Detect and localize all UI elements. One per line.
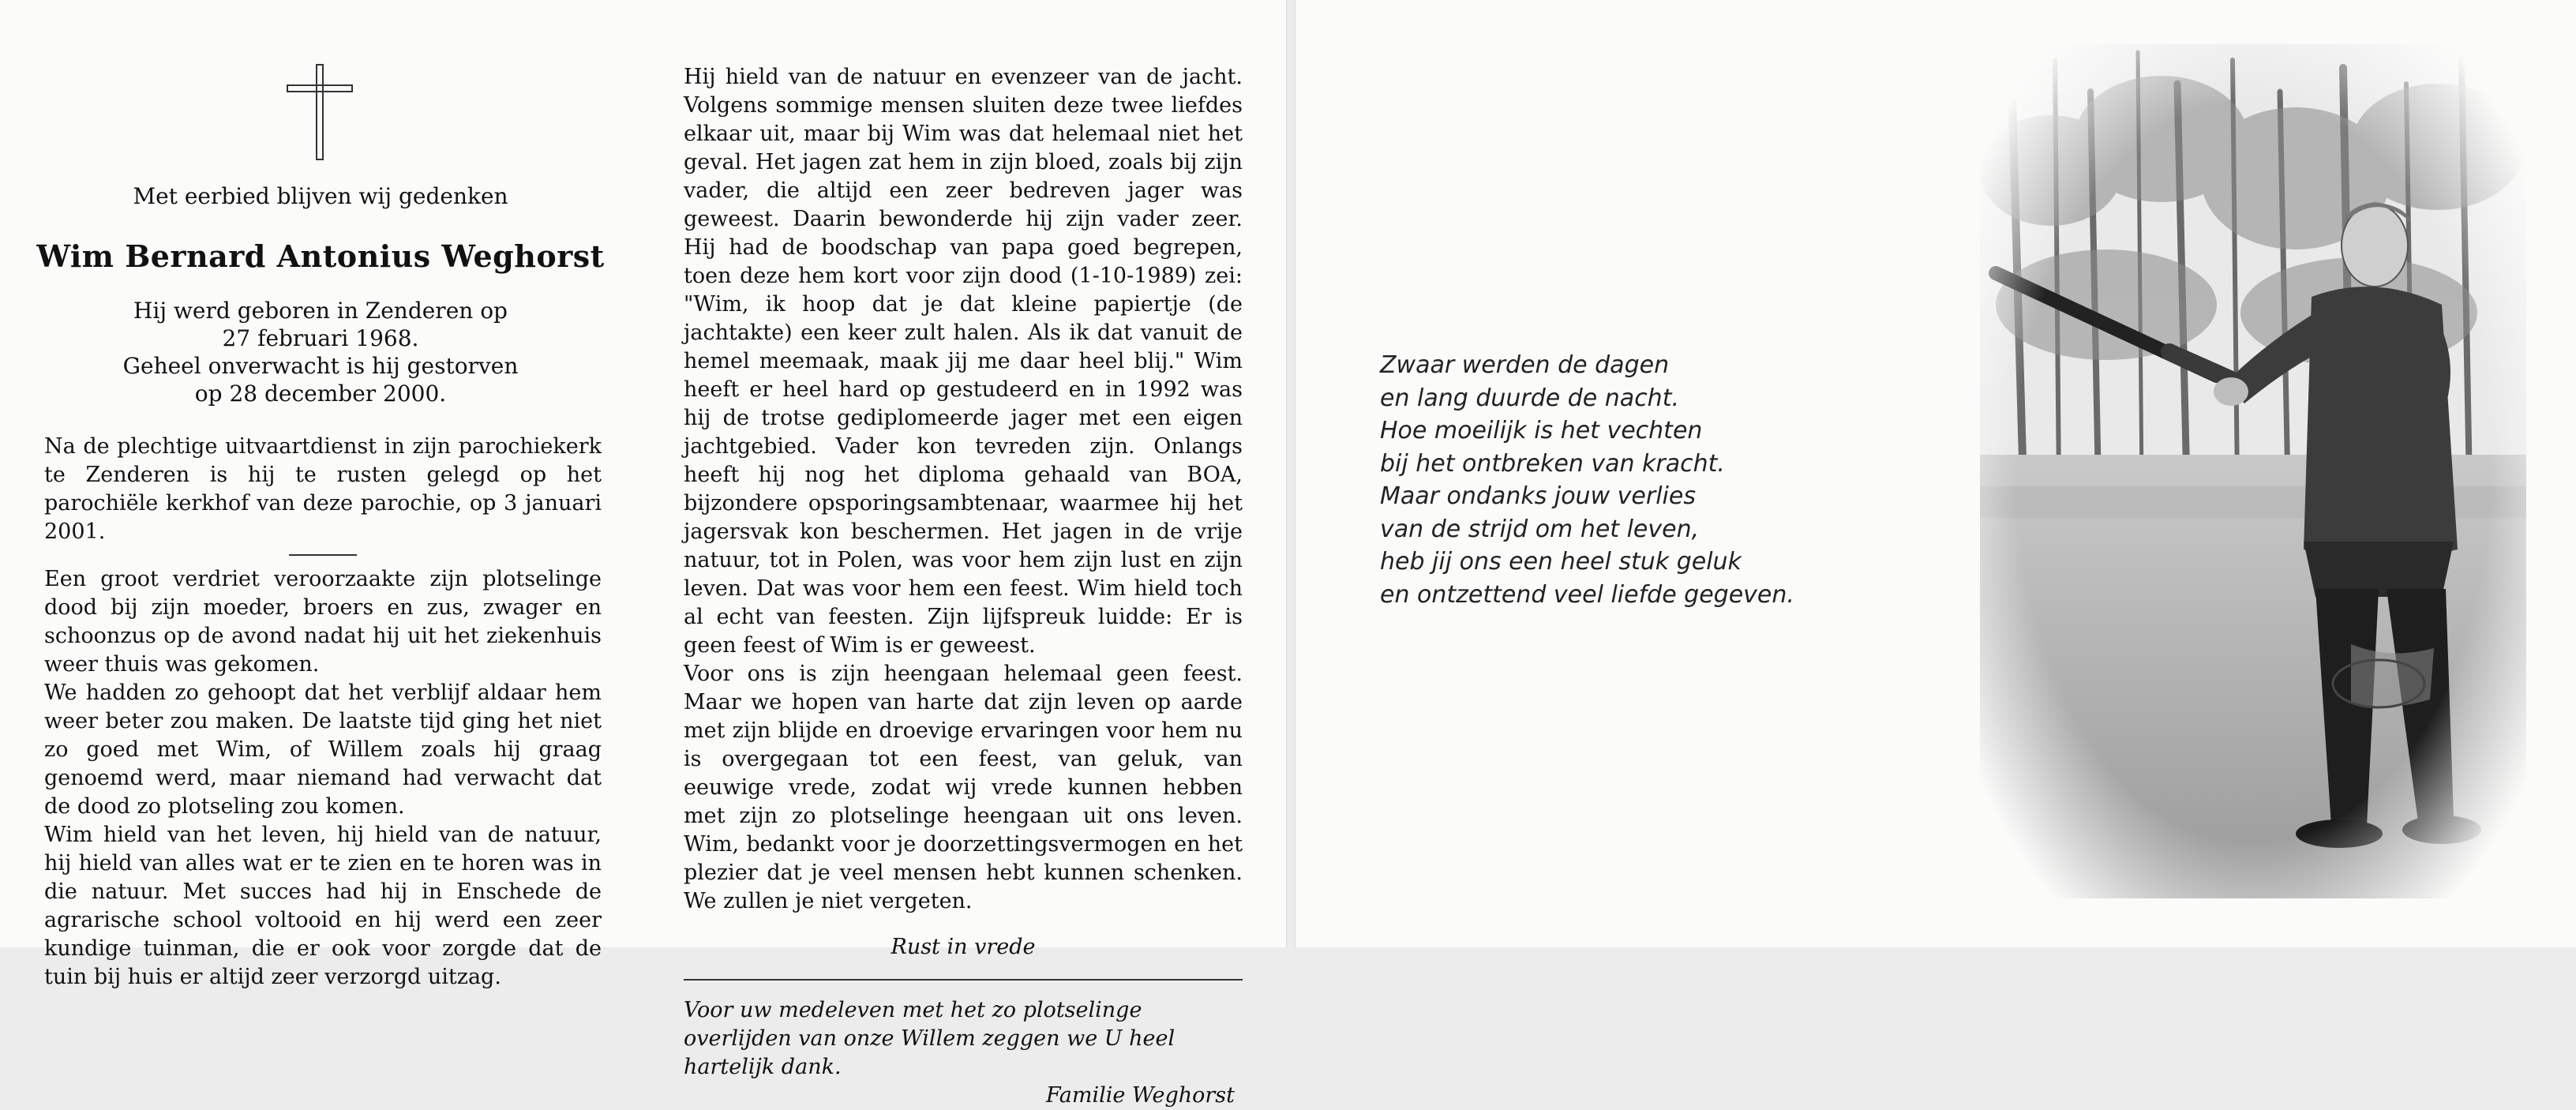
poem [1380,349,1794,611]
paragraph-hope: We hadden zo gehoopt dat het verblijf aldaar hem weer beter zou maken. De laatste tijd ging het niet zo goed met Wim, of Willem zoals hij graag genoemd werd, maar niemand had verwacht dat de dood zo plotseling zou komen. [44,681,602,819]
paragraph-nature: Wim hield van het leven, hij hield van de natuur, hij hield van alles wat er te zien en te horen was in die natuur. Met succes had hij in Enschede de agrarische school voltooid en hij werd een zeer kundige tuinman, die er ook voor zorgde dat de tuin bij huis er altijd zeer verzorgd uitzag. [44,823,602,989]
thanks-text: Voor uw medeleven met het zo plotselinge overlijden van onze Willem zeggen we U heel hartelijk dank. [684,998,1176,1079]
poem-line: Maar ondanks jouw verlies [1380,482,1696,510]
cross-icon [284,63,355,161]
born-date: 27 februari 1968. [222,325,419,351]
poem-line: en lang duurde de nacht. [1380,384,1679,412]
birth-death-block [0,297,641,407]
died-date: op 28 december 2000. [194,381,447,407]
paragraph-grief: Een groot verdriet veroorzaakte zijn plotselinge dood bij zijn moeder, broers en zus, zwager en schoonzus op de avond nadat hij uit het ziekenhuis weer thuis was gekomen. [44,567,602,677]
hunter-photo [1980,44,2526,898]
rest-in-peace: Rust in vrede [891,935,1036,959]
left-text-column [44,433,602,992]
died-line: Geheel onverwacht is hij gestorven [122,353,519,379]
poem-line: heb jij ons een heel stuk geluk [1380,548,1742,576]
divider [289,554,357,556]
poem-line: bij het ontbreken van kracht. [1380,449,1725,478]
card-left-sheet [0,0,1287,1108]
deceased-name: Wim Bernard Antonius Weghorst [36,238,605,274]
horizontal-rule [684,979,1243,981]
right-text-column [684,63,1243,1110]
born-line: Hij werd geboren in Zenderen op [133,298,508,324]
respect-line: Met eerbied blijven wij gedenken [133,183,508,209]
poem-line: en ontzettend veel liefde gegeven. [1380,580,1794,609]
poem-line: van de strijd om het leven, [1380,515,1700,543]
burial-paragraph: Na de plechtige uitvaartdienst in zijn parochiekerk te Zenderen is hij te rusten gelegd op het parochiële kerkhof van deze parochie, op 3 januari 2001. [44,434,602,544]
poem-line: Hoe moeilijk is het vechten [1380,417,1703,444]
poem-line: Zwaar werden de dagen [1380,351,1670,379]
paragraph-farewell: Voor ons is zijn heengaan helemaal geen feest. Maar we hopen van harte dat zijn leven op aarde met zijn blijde en droevige ervaringen voor hem nu is overgegaan tot een feest, van geluk, van eeuwige vrede, zodat wij vrede kunnen hebben met zijn zo plotselinge heengaan uit ons leven. Wim, bedankt voor je doorzettingsvermogen en het plezier dat je veel mensen hebt kunnen schenken. We zullen je niet vergeten. [684,662,1243,913]
paragraph-hunting: Hij hield van de natuur en evenzeer van de jacht. Volgens sommige mensen sluiten deze twee liefdes elkaar uit, maar bij Wim was dat helemaal niet het geval. Het jagen zat hem in zijn bloed, zoals bij zijn vader, die altijd een zeer bedreven jager was geweest. Daarin bewonderde hij zijn vader zeer. Hij had de boodschap van papa goed begrepen, toen deze hem kort voor zijn dood (1-10-1989) zei: "Wim, ik hoop dat je dat kleine papiertje (de jachtakte) een keer zult halen. Als ik dat vanuit de hemel meemaak, maak jij me daar heel blij." Wim heeft er heel hard op gestudeerd en in 1992 was hij de trotse gediplomeerde jager met een eigen jachtgebied. Vader kon tevreden zijn. Onlangs heeft hij nog het diploma gehaald van BOA, bijzondere opsporingsambtenaar, waarmee hij het jagersvak kon beschermen. Het jagen in de vrije natuur, tot in Polen, was voor hem zijn lust en zijn leven. Dat was voor hem een feest. Wim hield toch al echt van feesten. Zijn lijfspreuk luidde: Er is geen feest of Wim is er geweest. [684,65,1243,658]
family-signature: Familie Weghorst [1045,1083,1235,1108]
